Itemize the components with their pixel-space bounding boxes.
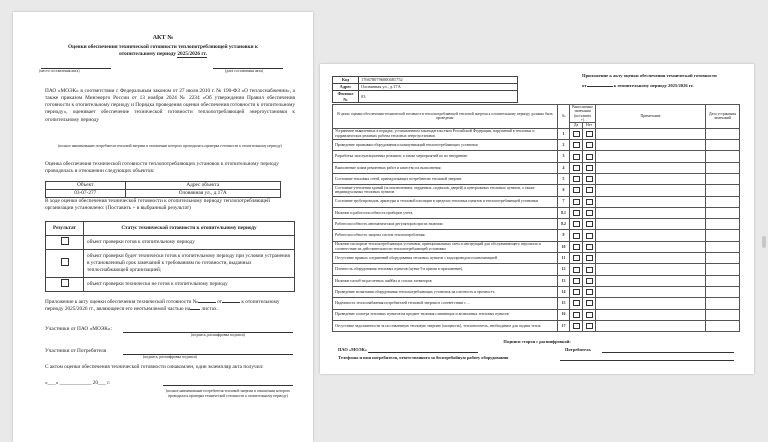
- note-cell[interactable]: [596, 241, 706, 252]
- requirement-row: [333, 219, 740, 230]
- requirement-num: 2: [558, 140, 570, 151]
- no-cell[interactable]: [583, 298, 596, 309]
- no-cell[interactable]: [583, 219, 596, 230]
- yes-checkbox[interactable]: [573, 289, 580, 295]
- date-cell[interactable]: [706, 275, 740, 286]
- requirement-text: Разработка эксплуатационных режимов, а также мероприятий по их внедрению: [333, 151, 558, 162]
- no-checkbox[interactable]: [586, 300, 593, 306]
- date-cell[interactable]: [706, 173, 740, 184]
- no-cell[interactable]: [583, 264, 596, 275]
- no-checkbox[interactable]: [586, 131, 593, 137]
- act-page: [13, 12, 313, 442]
- yes-cell[interactable]: [570, 241, 583, 252]
- appendix-period: от к отопительному периоду 2025/2026 гг.: [582, 83, 694, 88]
- result-checkbox[interactable]: [61, 279, 69, 287]
- requirement-text: Состояние утепления зданий (за исключением, чердачных, подвалов, дверей) и центральных тепловых пунктов, а также индивидуальных тепловых пунктов: [333, 185, 558, 196]
- yes-cell[interactable]: [570, 140, 583, 151]
- note-cell[interactable]: [596, 128, 706, 139]
- ack-note: (полное наименование потребителя тепловой энергии в отношении которого проводилась проверка технической готовности к отопительному периоду): [165, 389, 291, 398]
- requirement-num: 8.1: [558, 207, 570, 218]
- requirement-num: 10: [558, 241, 570, 252]
- no-checkbox[interactable]: [586, 233, 593, 239]
- requirement-num: 12: [558, 264, 570, 275]
- header-table: [332, 76, 518, 103]
- no-checkbox[interactable]: [586, 176, 593, 182]
- no-cell[interactable]: [583, 286, 596, 297]
- appendix-page: [320, 64, 754, 374]
- requirement-text: Отсутствие задолженности за поставленную тепловую энергию (мощность), теплоноситель, необходимое для подачи тепла: [333, 320, 558, 331]
- requirement-row: [333, 264, 740, 275]
- no-checkbox[interactable]: [586, 267, 593, 273]
- date-cell[interactable]: [706, 309, 740, 320]
- consumer-rep-note: (подпись, расшифровка подписи): [143, 355, 197, 359]
- requirement-text: Состояние тепловых сетей, принадлежащих потребителю тепловой энергии: [333, 173, 558, 184]
- requirement-row: [333, 320, 740, 331]
- date-cell[interactable]: [706, 298, 740, 309]
- yes-cell[interactable]: [570, 320, 583, 331]
- yes-cell[interactable]: [570, 275, 583, 286]
- yes-cell[interactable]: [570, 151, 583, 162]
- result-checkbox-conditional-cell[interactable]: [46, 250, 84, 278]
- note-cell[interactable]: [596, 219, 706, 230]
- no-cell[interactable]: [583, 151, 596, 162]
- date-cell[interactable]: [706, 241, 740, 252]
- date-cell[interactable]: [706, 264, 740, 275]
- note-cell[interactable]: [596, 207, 706, 218]
- requirement-text: Устранение выявленных в порядке, установленном законодательством Российской Федерации, нарушений в тепловых и гидравлических режимах работы тепловых энергоустановок: [333, 128, 558, 139]
- requirement-row: [333, 207, 740, 218]
- requirement-text: Наличие и работоспособность приборов учета,: [333, 207, 558, 218]
- requirement-text: Плотность оборудования тепловых пунктов (пункт 9 в прими в приложение),: [333, 264, 558, 275]
- no-checkbox[interactable]: [586, 210, 593, 216]
- object-header: Объект: [46, 182, 126, 190]
- no-checkbox[interactable]: [586, 289, 593, 295]
- yes-cell[interactable]: [570, 207, 583, 218]
- date-cell[interactable]: [706, 151, 740, 162]
- requirements-body: [333, 128, 740, 331]
- object-address: Оловянная ул., д.17А: [125, 190, 281, 198]
- requirement-num: 13: [558, 275, 570, 286]
- note-cell[interactable]: [596, 162, 706, 173]
- no-cell[interactable]: [583, 253, 596, 264]
- yes-checkbox[interactable]: [573, 187, 580, 193]
- yes-checkbox[interactable]: [573, 312, 580, 318]
- address-value: Оловянная ул., д.17А: [359, 84, 518, 91]
- requirement-text: Отсутствие прямых соединений оборудования тепловых пунктов с водопроводом и канализацией: [333, 253, 558, 264]
- requirement-text: Проведение осмотра тепловых пунктов на предмет наличия сливающих и возможных тепловых пунктов: [333, 309, 558, 320]
- result-header: Результат: [46, 222, 84, 236]
- yes-checkbox[interactable]: [573, 154, 580, 160]
- requirement-num: 9: [558, 230, 570, 241]
- note-cell[interactable]: [596, 151, 706, 162]
- date-label: (дата составления акта): [225, 69, 264, 73]
- yes-cell[interactable]: [570, 286, 583, 297]
- requirement-text: Наличие паспортов теплопотребляющих установок, принципиальных схем и инструкций для обслуживающего персонала и соответствие их действительности теплопотребляющей установки: [333, 241, 558, 252]
- date-cell[interactable]: [706, 286, 740, 297]
- yes-checkbox[interactable]: [573, 221, 580, 227]
- date-header: Дата устранения замечаний: [706, 105, 740, 129]
- no-checkbox[interactable]: [586, 221, 593, 227]
- requirement-row: [333, 275, 740, 286]
- status-header: Статус технической готовности к отопительному периоду: [84, 222, 295, 236]
- note-cell[interactable]: [596, 286, 706, 297]
- act-subtitle-1: Оценки обеспечения технической готовности теплопотребляющей установки к: [68, 44, 258, 50]
- requirement-row: [333, 230, 740, 241]
- requirement-text: Состояние трубопроводов, арматуры и тепловой изоляции в пределах тепловых пунктов и теплопотребляющей установки: [333, 196, 558, 207]
- note-header: Примечание: [596, 105, 706, 129]
- date-cell[interactable]: [706, 185, 740, 196]
- no-cell[interactable]: [583, 140, 596, 151]
- yes-cell[interactable]: [570, 173, 583, 184]
- requirement-row: [333, 196, 740, 207]
- note-cell[interactable]: [596, 320, 706, 331]
- requirement-row: [333, 173, 740, 184]
- signatures-title: Подписи сторон с расшифровкой:: [503, 339, 571, 344]
- note-cell[interactable]: [596, 173, 706, 184]
- requirement-num: 14: [558, 286, 570, 297]
- branch-label: Филиал №: [333, 91, 359, 103]
- note-cell[interactable]: [596, 230, 706, 241]
- no-cell[interactable]: [583, 241, 596, 252]
- result-conditional: объект проверки будет технически готов к отопительному периоду при условии устранения в установленный срок замечаний к требованиям по готовности, выданных теплоснабжающей организацией;: [84, 250, 295, 278]
- address-header: Адрес объекта: [125, 182, 281, 190]
- requirement-text: Работоспособность защиты систем теплопотребления: [333, 230, 558, 241]
- no-cell[interactable]: [583, 128, 596, 139]
- date-cell[interactable]: [706, 128, 740, 139]
- requirement-text: Наличие пломб на расчетных шайбах и соплах элеваторов: [333, 275, 558, 286]
- moek-rep-label: Участники от ПАО «МОЭК»:: [45, 326, 112, 332]
- requirement-num: 15: [558, 298, 570, 309]
- address-label: Адрес: [333, 84, 359, 91]
- yes-checkbox[interactable]: [573, 267, 580, 273]
- no-checkbox[interactable]: [586, 165, 593, 171]
- date-cell[interactable]: [706, 219, 740, 230]
- no-cell[interactable]: [583, 275, 596, 286]
- requirement-num: 8.2: [558, 219, 570, 230]
- note-cell[interactable]: [596, 275, 706, 286]
- requirement-text: Проведение испытания оборудования теплопотребляющих установок на плотность и прочность: [333, 286, 558, 297]
- result-not-ready: объект проверки технически не готов к отопительному периоду: [84, 278, 295, 292]
- note-cell[interactable]: [596, 298, 706, 309]
- no-checkbox[interactable]: [586, 255, 593, 261]
- requirements-table: [332, 104, 740, 332]
- yes-checkbox[interactable]: [573, 131, 580, 137]
- requirement-num: 17: [558, 320, 570, 331]
- date-cell[interactable]: [706, 207, 740, 218]
- result-ready: объект проверки готов к отопительному периоду: [84, 236, 295, 250]
- note-cell[interactable]: [596, 309, 706, 320]
- requirement-row: [333, 286, 740, 297]
- no-checkbox[interactable]: [586, 278, 593, 284]
- date-cell[interactable]: [706, 230, 740, 241]
- no-checkbox[interactable]: [586, 142, 593, 148]
- note-cell[interactable]: [596, 185, 706, 196]
- requirement-text: Надежность теплоснабжения потребителей тепловой энергии в соответствии с ...: [333, 298, 558, 309]
- requirement-header: В целях оценки обеспечения технической готовности теплопотребляющей тепловой энергии к отопительному периоду должны быть проведены:: [333, 105, 558, 129]
- requirement-row: [333, 298, 740, 309]
- no-checkbox[interactable]: [586, 244, 593, 250]
- moek-rep-note: (подпись, расшифровка подписи): [191, 333, 245, 337]
- no-cell[interactable]: [583, 320, 596, 331]
- branch-value: 03: [359, 91, 518, 103]
- no-cell[interactable]: [583, 173, 596, 184]
- consumer-rep-label: Участники от Потребителя: [45, 348, 107, 354]
- requirement-num: 6: [558, 185, 570, 196]
- note-cell[interactable]: [596, 264, 706, 275]
- object-table: [45, 181, 281, 198]
- sign-moek-label: ПАО «МОЭК»: [338, 347, 367, 352]
- no-cell[interactable]: [583, 162, 596, 173]
- date-cell[interactable]: [706, 320, 740, 331]
- yes-checkbox[interactable]: [573, 323, 580, 329]
- requirement-text: Выполнение плана ремонтных работ и качество их выполнения: [333, 162, 558, 173]
- requirement-num: 1: [558, 128, 570, 139]
- code-label: Код: [333, 77, 359, 84]
- ack-text: С актом оценки обеспечения технической готовности ознакомлен, один экземпляр акта получил:: [45, 364, 264, 370]
- result-checkbox[interactable]: [61, 237, 69, 245]
- requirement-text: Проведение промывки оборудования и коммуникаций теплопотребляющих установок: [333, 140, 558, 151]
- requirement-num: 7: [558, 196, 570, 207]
- yes-checkbox[interactable]: [573, 142, 580, 148]
- no-cell[interactable]: [583, 207, 596, 218]
- no-cell[interactable]: [583, 185, 596, 196]
- requirement-num: 11: [558, 253, 570, 264]
- yes-checkbox[interactable]: [573, 165, 580, 171]
- appendix-text: Приложение к акту оценки обеспечения технической готовности № от к отопительному периоду 2025/2026 гг., являющееся его неотъемлемой частью на листах.: [45, 299, 280, 313]
- done-header: Выполненые замечания (поставить +): [570, 105, 596, 123]
- requirement-num: 16: [558, 309, 570, 320]
- no-checkbox[interactable]: [586, 199, 593, 205]
- requirement-row: [333, 162, 740, 173]
- act-objects-text: Оценка обеспечения технической готовности теплопотребляющих установок к отопительному периоду проводилась в отношении следующих объектов:: [45, 161, 279, 175]
- requirement-num: 4: [558, 162, 570, 173]
- no-checkbox[interactable]: [586, 312, 593, 318]
- result-table: [45, 221, 295, 292]
- yes-header: Да: [570, 123, 583, 128]
- yes-cell[interactable]: [570, 309, 583, 320]
- yes-cell[interactable]: [570, 196, 583, 207]
- requirement-row: [333, 309, 740, 320]
- yes-cell[interactable]: [570, 253, 583, 264]
- yes-checkbox[interactable]: [573, 233, 580, 239]
- act-result-text: В ходе оценки обеспечения технической готовности к отопительному периоду теплопотребляющей организации установлено: (Поставить + в выбранный результат): [45, 198, 270, 212]
- note-cell[interactable]: [596, 196, 706, 207]
- act-intro-text: ПАО «МОЭК» в соответствии с Федеральным законом от 27 июля 2010 г. № 190-ФЗ «О теплоснабжении», а также приказом Минэнерго России от 13 ноября 2024 № 2234 «Об утверждении Правил обеспечения готовности к отопительному периоду и Порядка проведения оценки обеспечения готовности к отопительному периоду», оценивает обеспечение технической готовности теплопотребляющей энергоустановки к отопительному периоду: [45, 88, 295, 123]
- requirement-row: [333, 151, 740, 162]
- place-label: (место составления акта): [39, 69, 80, 73]
- no-header: Нет: [583, 123, 596, 128]
- no-checkbox[interactable]: [586, 323, 593, 329]
- appendix-title: Приложение к акту оценки обеспечения технической готовности: [582, 73, 717, 78]
- yes-cell[interactable]: [570, 298, 583, 309]
- requirement-row: [333, 140, 740, 151]
- phones-label: Телефоны и имя потребителя, ответственного за бесперебойную работу оборудования: [338, 355, 509, 360]
- yes-cell[interactable]: [570, 162, 583, 173]
- no-cell[interactable]: [583, 309, 596, 320]
- requirement-row: [333, 128, 740, 139]
- requirement-num: 5: [558, 173, 570, 184]
- requirement-text: Работоспособность автоматических регуляторов при их наличии: [333, 219, 558, 230]
- yes-cell[interactable]: [570, 230, 583, 241]
- result-checkbox-ready-cell[interactable]: [46, 236, 84, 250]
- yes-checkbox[interactable]: [573, 300, 580, 306]
- ack-date: «___» ____________ 20___ г.: [45, 380, 111, 386]
- sign-consumer-label: Потребитель: [565, 347, 591, 352]
- act-subtitle-2: отопительному периоду 2025/2026 гг.: [119, 51, 207, 57]
- date-cell[interactable]: [706, 196, 740, 207]
- date-cell[interactable]: [706, 162, 740, 173]
- note-cell[interactable]: [596, 140, 706, 151]
- act-intro-note: (полное наименование потребителя тепловой энергии в отношении которого проводилась проверка готовности к отопительному периоду): [58, 144, 282, 148]
- yes-checkbox[interactable]: [573, 176, 580, 182]
- requirement-row: [333, 253, 740, 264]
- num-header: №: [558, 105, 570, 129]
- requirement-num: 3: [558, 151, 570, 162]
- no-checkbox[interactable]: [586, 154, 593, 160]
- requirement-row: [333, 185, 740, 196]
- no-checkbox[interactable]: [586, 187, 593, 193]
- object-code: 03-07-277: [46, 190, 126, 198]
- yes-cell[interactable]: [570, 219, 583, 230]
- code-value: 1766780796000481752: [359, 77, 518, 84]
- result-checkbox[interactable]: [61, 258, 69, 266]
- note-cell[interactable]: [596, 253, 706, 264]
- yes-checkbox[interactable]: [573, 210, 580, 216]
- date-cell[interactable]: [706, 140, 740, 151]
- no-cell[interactable]: [583, 230, 596, 241]
- requirement-row: [333, 241, 740, 252]
- yes-cell[interactable]: [570, 185, 583, 196]
- yes-checkbox[interactable]: [573, 244, 580, 250]
- yes-cell[interactable]: [570, 128, 583, 139]
- yes-cell[interactable]: [570, 264, 583, 275]
- yes-checkbox[interactable]: [573, 255, 580, 261]
- result-checkbox-not-ready-cell[interactable]: [46, 278, 84, 292]
- scrollbar[interactable]: [762, 236, 766, 248]
- yes-checkbox[interactable]: [573, 199, 580, 205]
- no-cell[interactable]: [583, 196, 596, 207]
- date-cell[interactable]: [706, 253, 740, 264]
- yes-checkbox[interactable]: [573, 278, 580, 284]
- act-title: АКТ №: [152, 34, 174, 41]
